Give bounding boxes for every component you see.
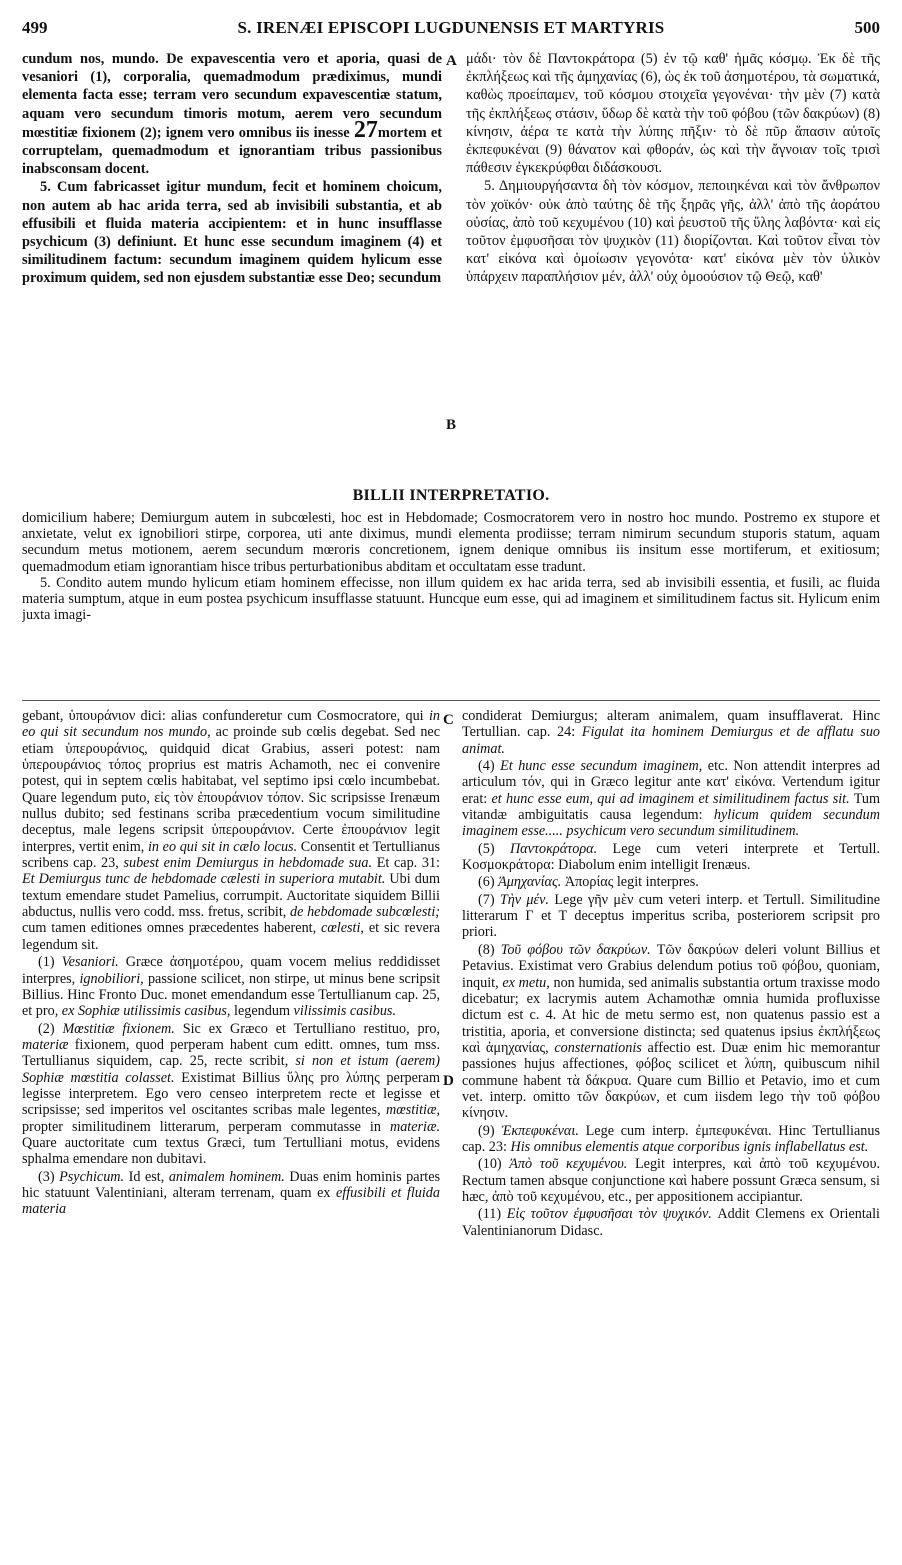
footnote-text: (5): [478, 840, 495, 857]
footnote-italic-text: ex Sophiæ utilissimis casibus,: [61, 1003, 231, 1020]
footnote-text: (9): [478, 1122, 495, 1139]
footnote: [22, 1169, 440, 1218]
footnote-text: Id est,: [128, 1168, 165, 1185]
footnote-italic-text: Et Demiurgus tunc de hebdomade cælesti in superiora mutabit.: [22, 871, 386, 888]
footnote-text: etc. Non attendit interpres ad articulum τόν, qui in Græco legitur ante κατ' εἰκόνα. Vertendum igitur erat:: [462, 758, 880, 807]
footnote-text: Consentit et Tertullianus scribens cap. 23,: [22, 838, 440, 872]
footnote-text: legendum: [234, 1003, 290, 1020]
footnote: [22, 1021, 440, 1168]
footnote-text: ac proinde sub cœlis degebat. Sed nec etiam ὑπερουράνιος, quidquid dicat Grabius, asseri potest: nam ὑπερουράνιος τόπος proprius est matris Achamoth, nec ei convenire potest, qui in septem cœlis habitabat, vel septimo ipsi cœlo incumbebat. Quare legendum puto, εἰς τὸν ἐπουράνιον τόπον. Sic scripsisse Irenæum nullus dubito; sed festinans scriba præcedentium vocum similitudine deceptus, male legens scripsit ὑπερουράνιον. Certe ἐπουράνιον legit interpres, vertit enim,: [22, 724, 440, 855]
footnote-text: (4): [478, 758, 495, 775]
footnote-italic-text: Τὴν μέν.: [499, 891, 549, 908]
footnote-italic-text: subest enim Demiurgus in hebdomade sua.: [123, 855, 373, 872]
footnote-text: (7): [478, 891, 495, 908]
footnote-text: Lege γῆν μὲν cum veteri interp. et Tertull. Similitudine litterarum Γ et T deceptus imperitus scriba, posteriorem scripsit pro priori.: [462, 891, 880, 941]
footnote-text: (8): [478, 941, 495, 958]
footnote: [462, 892, 880, 941]
footnote: [462, 942, 880, 1122]
footnote: [462, 874, 880, 890]
latin-text: mortem et corruptelam, quemadmodum et ignorantiam tribus passionibus inabsconsam docent.: [22, 124, 442, 178]
margin-marker-c: C: [443, 712, 454, 728]
footnote-text: Et cap. 31:: [376, 855, 440, 872]
footnote-text: Tum vitandæ ambiguitatis causa legendum:: [462, 790, 880, 824]
footnote: [462, 1156, 880, 1205]
footnote-italic-text: Παντοκράτορα.: [509, 840, 598, 857]
footnote: [462, 1206, 880, 1239]
footnote-text: (3): [38, 1168, 55, 1185]
latin-text-column: [22, 50, 442, 482]
footnote-italic-text: Et hunc esse secundum imaginem,: [500, 758, 703, 775]
footnote-text: fixionem, quod perperam habent cum editt. omnes, tum mss. Tertullianus siquidem, cap. 25, recte scribit,: [22, 1036, 440, 1070]
footnote-text: Existimat Billius ὕλης pro λύπης perperam legisse interpretem. Ego vero censeo interpretem recte et legisse et scripsisse; sed imperitos vel oscitantes scribas male legentes,: [22, 1069, 440, 1119]
footnote-text: propter similitudinem litterarum, perperam commutasse in: [22, 1118, 381, 1135]
footnote-text: (11): [478, 1206, 502, 1223]
footnote-text: Duas enim hominis partes hic statuunt Valentiniani, alteram terrenam, quam ex: [22, 1168, 440, 1201]
interpretatio-block: [22, 510, 880, 696]
greek-text-column: [466, 50, 880, 482]
footnote-text: (6): [478, 874, 495, 891]
interpretatio-paragraph: 5. Condito autem mundo hylicum etiam hominem effecisse, non illum quidem ex hac arida terra, sed ab invisibili essentia, et fusili, ac fluida materia sumptum, atque in eum postea psychicum insufflasse statuunt. Huncque eum esse, qui ad imaginem et similitudinem factus sit. Hylicum enim juxta imagi-: [22, 574, 880, 624]
greek-paragraph: μάδι· τὸν δὲ Παντοκράτορα (5) ἐν τῷ καθ' ἡμᾶς κόσμῳ. Ἐκ δὲ τῆς ἐκπλήξεως καὶ τῆς ἀμηχανίας (6), ὡς ἐκ τοῦ ἀσημοτέρου, τὰ σωματικά, καθὼς προείπαμεν, τοῦ κόσμου στοιχεῖα γεγονέναι· τὴν μὲν (7) κατὰ τῆς ἐκπλήξεως στάσιν, ὕδωρ δὲ κατὰ τὴν τοῦ φόβου (τῶν δακρύων) (8) κίνησιν, ἀέρα τε κατὰ τὴν λύπης πῆξιν· τὸ δὲ πῦρ ἅπασιν αὐτοῖς ἐκπεφυκέναι (9) θάνατον καὶ φθοράν, ὡς καὶ τὴν ἄγνοιαν τοῖς τρισὶ πάθεσιν ἐγκεκρύφθαι διδάσκουσι.: [466, 51, 880, 177]
latin-paragraph: [22, 50, 442, 178]
footnote-italic-text: et hunc esse eum, qui ad imaginem et similitudinem factus sit.: [491, 790, 850, 807]
footnote-italic-text: His omnibus elementis atque corporibus ignis inflabellatus est.: [510, 1138, 869, 1155]
footnote-text: Ubi dum textum emendare studet Pamelius, corrumpit. Auctoritate siquidem Billii abductus, nullis vero codd. mss. fretus, scribit,: [22, 871, 440, 921]
footnote-italic-text: cœlesti,: [321, 920, 364, 937]
footnote-italic-text: Vesaniori.: [61, 954, 119, 971]
footnote-text: condiderat Demiurgus; alteram animalem, quam insufflaverat. Hinc Tertullian. cap. 24:: [462, 708, 880, 741]
footnote: [462, 1123, 880, 1156]
footnote-italic-text: ex metu,: [502, 974, 550, 991]
latin-paragraph: 5. Cum fabricasset igitur mundum, fecit et hominem choicum, non autem ab hac arida terra, sed ab invisibili substantia, et ab effusibili et fluida materia accipientem: et in hunc insufflasse psychicum (3) definiunt. Et hunc esse secundum imaginem (4) et similitudinem factum: secundum imaginem quidem hylicum esse proximum quidem, sed non ejusdem substantiæ esse Deo; secundum: [22, 179, 442, 287]
footnote-text: Quare auctoritate cum textus Græci, tum Tertulliani motus, evidens sphalma emendare non dubitavi.: [22, 1134, 440, 1168]
footnote-text: cum tamen editiones omnes præcedentes haberent,: [22, 920, 317, 937]
footnote-italic-text: vilissimis casibus.: [293, 1003, 397, 1020]
footnote: [22, 708, 440, 953]
footnote-text: passione scilicet, non stirpe, ut minus bene scripsit Billius. Hinc Fronto Duc. monet emendandum esse Tertullianum cap. 25, et pro,: [22, 970, 440, 1020]
divider: [22, 700, 880, 701]
footnote-text: non humida, sed animalis substantia ortum traxisse modo dicebatur; ex lacrymis autem Achamothæ omnia humida profluxisse dictum est c. 4. At hic de metu sermo est, non quatenus passio est a tristitia, aporia, et conversione distincta; sed quatenus ipsius ἐκπλήξεως καὶ ἀμηχανίας,: [462, 974, 880, 1056]
margin-marker-a: A: [446, 53, 457, 69]
footnote-text: Addit Clemens ex Orientali Valentinianorum Didasc.: [462, 1206, 880, 1239]
interpretatio-paragraph: domicilium habere; Demiurgum autem in subcœlesti, hoc est in Hebdomade; Cosmocratorem vero in nostro hoc mundo. Postremo ex stupore et anxietate, velut ex ignobiliori stirpe, corporea, uti ante diximus, mundi elementa prodiisse; terram nimirum secundum stuporis statum, aquam secundum metus motionem, aerem secundum mœroris concretionem, ignem denique omnibus iis insitum esse mortiferum, et exitiosum; quemadmodum etiam ignorantiam hisce tribus perturbationibus abditam et occultatam esse tradunt.: [22, 510, 880, 575]
margin-marker-b: B: [446, 417, 457, 433]
footnote: [462, 758, 880, 840]
footnote-italic-text: in eo qui sit in cælo locus.: [147, 838, 298, 855]
footnote-text: Legit interpres, καὶ ἀπὸ τοῦ κεχυμένου. Rectum tamen absque conjunctione καὶ habere possunt Græca sensum, si hæc, ἀπὸ τοῦ κεχυμένου, etc., per appositionem accipiantur.: [462, 1156, 880, 1205]
notes-column-left: [22, 708, 440, 1553]
page-header: [22, 18, 880, 46]
footnote: [22, 954, 440, 1019]
footnote-italic-text: Ἀμηχανίας.: [498, 874, 562, 891]
footnote-italic-text: hylicum quidem secundum imaginem esse..... psychicum vero secundum similitudinem.: [462, 807, 880, 840]
footnote-text: Ἀπορίας legit interpres.: [564, 874, 699, 891]
greek-paragraph: 5. Δημιουργήσαντα δὴ τὸν κόσμον, πεποιηκέναι καὶ τὸν ἄνθρωπον τὸν χοϊκόν· οὐκ ἀπὸ ταύτης δὲ τῆς ξηρᾶς γῆς, ἀλλ' ἀπὸ τῆς ἀοράτου οὐσίας, ἀπὸ τοῦ κεχυμένου (10) καὶ ῥευστοῦ τῆς ὕλης λαβόντα· καὶ εἰς τοῦτον ἐμφυσῆσαι τὸν ψυχικὸν (11) διορίζονται. Καὶ τοῦτον εἶναι τὸν κατ' εἰκόνα καὶ ὁμοίωσιν γεγονότα· κατ' εἰκόνα μὲν τὸν ὑλικὸν ὑπάρχειν παραπλήσιον μέν, ἀλλ' οὐχ ὁμοούσιον τῷ Θεῷ, καθ': [466, 178, 880, 286]
footnote-text: Sic ex Græco et Tertulliano restituo, pro,: [182, 1020, 440, 1037]
footnote-italic-text: effusibili et fluida materia: [22, 1184, 440, 1218]
page-number-left: 499: [22, 18, 48, 37]
page-number-right: 500: [854, 18, 880, 37]
footnote-italic-text: Ἐκπεφυκέναι.: [501, 1122, 579, 1139]
running-title: S. IRENÆI EPISCOPI LUGDUNENSIS ET MARTYRIS: [237, 18, 665, 37]
footnote-italic-text: animalem hominem.: [168, 1168, 285, 1185]
footnote-italic-text: Εἰς τοῦτον ἐμφυσῆσαι τὸν ψυχικόν.: [506, 1206, 712, 1223]
footnote-italic-text: ignobiliori,: [79, 970, 144, 987]
footnote-text: affectio est. Duæ enim hic memorantur passiones hujus affectiones, φόβος scilicet et λύπη, quibuscum nihil commune habent τὰ δάκρυα. Quare cum Billio et Petavio, imo et cum vet. interp. omitto τῶν δακρύων, et cum iisdem lego τὴν τοῦ φόβου κίνησιν.: [462, 1039, 880, 1122]
section-title: BILLII INTERPRETATIO.: [352, 487, 550, 504]
footnote-text: gebant, ὑπουράνιον dici: alias confunderetur cum Cosmocratore, qui: [22, 708, 424, 724]
chapter-number: 27: [353, 116, 378, 143]
footnote: [462, 708, 880, 757]
margin-marker-d: D: [443, 1073, 454, 1089]
footnote-text: (1): [38, 954, 55, 971]
footnote-italic-text: Mœstitiæ fixionem.: [62, 1020, 175, 1037]
footnote-italic-text: mœstitiæ,: [385, 1102, 440, 1119]
footnote-text: Τῶν δακρύων deleri volunt Billius et Petavius. Existimat vero Grabius delendum potius τοῦ φόβου, quoniam, inquit,: [462, 941, 880, 991]
notes-column-right: [462, 708, 880, 1553]
footnote-italic-text: materiæ.: [389, 1118, 440, 1135]
latin-text: cundum nos, mundo. De expavescentia vero et aporia, quasi de vesaniori (1), corporalia, quemadmodum prædiximus, mundi elementa facta esse; terram vero secundum expavescentiæ statum, aquam vero secundum timoris motum, aerem vero secundum mœstitiæ fixionem (2); ignem vero omnibus iis inesse: [22, 51, 442, 141]
footnote-text: (10): [478, 1156, 502, 1173]
footnote-italic-text: Τοῦ φόβου τῶν δακρύων.: [500, 941, 651, 958]
footnote-italic-text: Psychicum.: [59, 1168, 125, 1185]
footnote-italic-text: consternationis: [554, 1039, 642, 1056]
footnote-italic-text: si non et istum (aerem) Sophiæ mœstitia colasset.: [22, 1053, 440, 1086]
footnote-text: (2): [38, 1020, 55, 1037]
footnote-italic-text: Ἀπὸ τοῦ κεχυμένου.: [509, 1156, 628, 1173]
footnote-text: Lege cum veteri interprete et Tertull. Κοσμοκράτορα: Diabolum enim intelligit Irenæus.: [462, 840, 880, 874]
footnote: [462, 841, 880, 874]
footnote-italic-text: in eo qui sit secundum nos mundo,: [22, 708, 440, 741]
footnote-italic-text: de hebdomade subcœlesti;: [290, 904, 440, 921]
footnote-text: Lege cum interp. ἐμπεφυκέναι. Hinc Tertullianus cap. 23:: [462, 1122, 880, 1155]
footnote-text: et sic revera legendum sit.: [22, 920, 440, 953]
footnote-italic-text: Figulat ita hominem Demiurgus et de afflatu suo animat.: [462, 724, 880, 757]
footnote-text: Græce ἀσημοτέρου, quam vocem melius reddidisset interpres,: [22, 954, 440, 987]
footnote-italic-text: materiæ: [22, 1036, 69, 1053]
